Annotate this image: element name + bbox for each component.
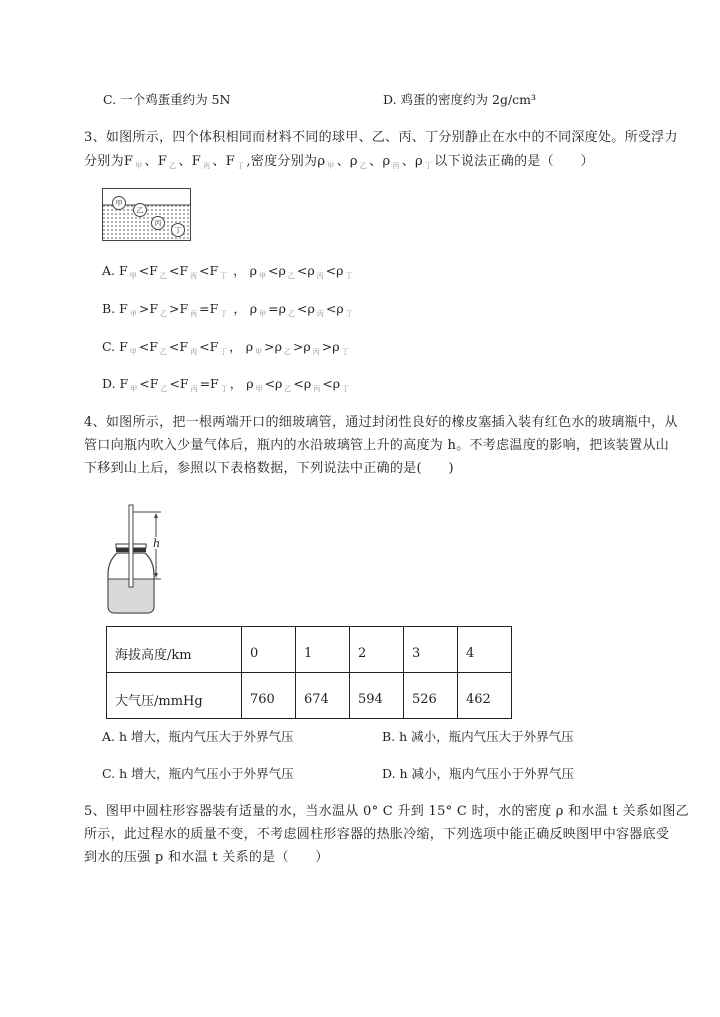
label: A. bbox=[102, 263, 116, 278]
table-cell: 526 bbox=[404, 673, 458, 719]
q3-stem-line2: 分别为F $_甲$ 、F $_乙$ 、F $_丙$ 、F $_丁$ ,密度分别为ρ $_甲$ 、ρ $_乙$ 、ρ $_丙$ 、ρ $_丁$ 以下说法正确的是（ ） bbox=[84, 154, 594, 170]
q3-suffix: 以下说法正确的是（ ） bbox=[434, 154, 594, 169]
sub: 甲 bbox=[135, 162, 143, 170]
svg-text:h: h bbox=[153, 537, 161, 550]
table-cell: 760 bbox=[242, 673, 296, 719]
sub: 甲 bbox=[327, 162, 335, 170]
q4-stem-line3: 下移到山上后，参照以下表格数据，下列说法中正确的是( ) bbox=[84, 461, 454, 476]
table-cell: 2 bbox=[350, 627, 404, 673]
table-cell: 462 bbox=[458, 673, 512, 719]
q3-stem-line1: 3、如图所示，四个体积相同而材料不同的球甲、乙、丙、丁分别静止在水中的不同深度处。所受浮力 bbox=[84, 130, 678, 145]
svg-text:丁: 丁 bbox=[174, 226, 182, 235]
sub: 乙 bbox=[169, 162, 177, 170]
sub: 丙 bbox=[392, 162, 400, 170]
table-cell: 1 bbox=[296, 627, 350, 673]
q4-stem-line1: 4、如图所示，把一根两端开口的细玻璃管，通过封闭性良好的橡皮塞插入装有红色水的玻璃瓶中，从 bbox=[84, 415, 678, 430]
q3-option-a: A. F $_甲$ <F $_乙$ <F $_丙$ <F $_丁$ ， ρ $_甲$ <ρ $_乙$ <ρ $_丙$ <ρ $_丁$ bbox=[102, 263, 353, 280]
sub: 丙 bbox=[203, 162, 211, 170]
label: B. bbox=[102, 301, 116, 316]
sub: 丁 bbox=[237, 162, 245, 170]
bottle-tube-figure bbox=[103, 503, 165, 615]
svg-text:甲: 甲 bbox=[115, 199, 123, 208]
table-cell: 594 bbox=[350, 673, 404, 719]
sub: 乙 bbox=[359, 162, 368, 170]
svg-text:乙: 乙 bbox=[136, 206, 144, 215]
q4-option-a: A. h 增大，瓶内气压大于外界气压 bbox=[102, 729, 294, 744]
density-label: 密度分别为 bbox=[250, 154, 318, 169]
table-row bbox=[107, 627, 512, 673]
q3-prefix: 分别为 bbox=[84, 154, 124, 169]
q4-option-b: B. h 减小，瓶内气压大于外界气压 bbox=[382, 729, 574, 744]
label: D. bbox=[102, 376, 116, 391]
sub: 丁 bbox=[424, 162, 433, 170]
q4-stem-line2: 管口向瓶内吹入少量气体后，瓶内的水沿玻璃管上升的高度为 h。不考虑温度的影响，把该装置从山 bbox=[84, 438, 670, 453]
q4-option-c: C. h 增大，瓶内气压小于外界气压 bbox=[102, 766, 294, 781]
table-cell: 0 bbox=[242, 627, 296, 673]
svg-text:丙: 丙 bbox=[154, 219, 162, 228]
water-tank-figure bbox=[102, 188, 192, 242]
row-header: 大气压/mmHg bbox=[107, 673, 242, 719]
label: C. bbox=[102, 339, 116, 354]
row-header: 海拔高度/km bbox=[107, 627, 242, 673]
option-c-prev: C. 一个鸡蛋重约为 5N bbox=[103, 92, 231, 107]
q4-option-d: D. h 减小，瓶内气压小于外界气压 bbox=[382, 766, 575, 781]
q5-stem-line3: 到水的压强 p 和水温 t 关系的是（ ） bbox=[84, 850, 329, 865]
q3-option-b: B. F $_甲$ >F $_乙$ >F $_丙$ =F $_丁$ ， ρ $_甲$ =ρ $_乙$ <ρ $_丙$ <ρ $_丁$ bbox=[102, 301, 353, 318]
q3-option-c: C. F $_甲$ <F $_乙$ <F $_丙$ <F $_丁$ ， ρ $_甲$ >ρ $_乙$ >ρ $_丙$ >ρ $_丁$ bbox=[102, 339, 349, 356]
table-row bbox=[107, 673, 512, 719]
altitude-pressure-table bbox=[106, 626, 512, 719]
table-cell: 674 bbox=[296, 673, 350, 719]
option-d-prev: D. 鸡蛋的密度约为 2g/cm³ bbox=[383, 92, 537, 107]
q5-stem-line2: 所示，此过程水的质量不变，不考虑圆柱形容器的热胀冷缩，下列选项中能正确反映图甲中容器底受 bbox=[84, 827, 670, 842]
q5-stem-line1: 5、图甲中圆柱形容器装有适量的水，当水温从 0° C 升到 15° C 时，水的密度 ρ 和水温 t 关系如图乙 bbox=[84, 804, 689, 819]
table-cell: 4 bbox=[458, 627, 512, 673]
q3-option-d: D. F $_甲$ <F $_乙$ <F $_丙$ =F $_丁$ ， ρ $_甲$ <ρ $_乙$ <ρ $_丙$ <ρ $_丁$ bbox=[102, 376, 350, 393]
table-cell: 3 bbox=[404, 627, 458, 673]
